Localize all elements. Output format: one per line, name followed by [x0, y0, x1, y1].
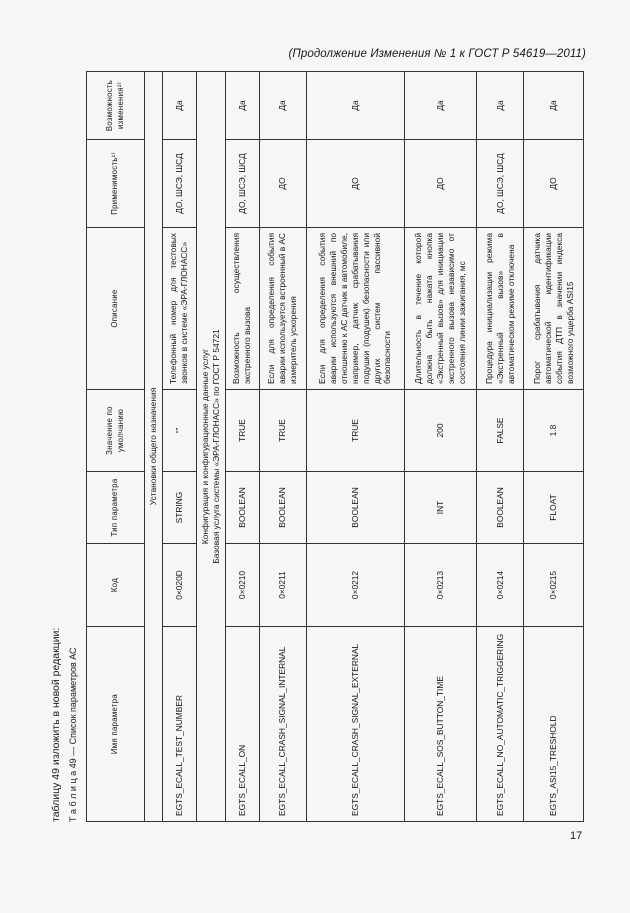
cell-applicability: ДО — [306, 140, 404, 228]
section-services-line1: Конфигурация и конфигурационные данные услуг — [199, 348, 210, 545]
header-applicability: Применимость¹⁾ — [87, 140, 145, 228]
cell-applicability: ДО — [259, 140, 306, 228]
cell-description: Если для определения события аварии используется встроенный в АС измеритель ускорения — [259, 228, 306, 390]
cell-name: EGTS_ECALL_ON — [225, 627, 259, 822]
cell-default: TRUE — [306, 390, 404, 472]
table-row — [259, 72, 306, 822]
cell-code: 0×0211 — [259, 544, 306, 627]
table-header-row — [87, 72, 145, 822]
cell-name: EGTS_ECALL_TEST_NUMBER — [162, 627, 196, 822]
table-row — [306, 72, 404, 822]
section-services-label — [196, 72, 225, 822]
cell-applicability: ДО, ШСЭ, ШСД — [477, 140, 524, 228]
header-name: Имя параметра — [87, 627, 145, 822]
cell-changeable: Да — [306, 72, 404, 140]
cell-description: Возможность осуществления экстренного вызова — [225, 228, 259, 390]
cell-code: 0×0213 — [404, 544, 477, 627]
header-code: Код — [87, 544, 145, 627]
caption-intro: таблицу 49 изложить в новой редакции: — [50, 627, 62, 822]
cell-name: EGTS_ECALL_NO_AUTOMATIC_TRIGGERING — [477, 627, 524, 822]
section-general-label: Установки общего назначения — [145, 72, 163, 822]
cell-default: TRUE — [225, 390, 259, 472]
cell-default: TRUE — [259, 390, 306, 472]
header-type: Тип параметра — [87, 472, 145, 544]
parameters-table — [86, 71, 584, 822]
cell-changeable: Да — [162, 72, 196, 140]
table-row — [225, 72, 259, 822]
cell-applicability: ДО, ШСЭ, ШСД — [225, 140, 259, 228]
cell-code: 0×0214 — [477, 544, 524, 627]
cell-code: 0×020D — [162, 544, 196, 627]
cell-name: EGTS_ASI15_TRESHOLD — [524, 627, 584, 822]
section-row-services — [196, 72, 225, 822]
cell-description: Процедура инициализации режима «Экстренный вызов» в автоматическом режиме отключена — [477, 228, 524, 390]
cell-changeable: Да — [225, 72, 259, 140]
cell-description: Длительность в течение которой должна быть нажата кнопка «Экстренный вызов» для инициации экстренного вызова независимо от состояния линии зажигания, мс — [404, 228, 477, 390]
header-default: Значение по умолчанию — [87, 390, 145, 472]
cell-name: EGTS_ECALL_CRASH_SIGNAL_EXTERNAL — [306, 627, 404, 822]
cell-type: INT — [404, 472, 477, 544]
table-row — [477, 72, 524, 822]
cell-applicability: ДО — [404, 140, 477, 228]
cell-changeable: Да — [477, 72, 524, 140]
section-row-general — [145, 72, 163, 822]
cell-applicability: ДО, ШСЭ, ШСД — [162, 140, 196, 228]
page-number: 17 — [570, 830, 583, 842]
header-description: Описание — [87, 228, 145, 390]
cell-type: FLOAT — [524, 472, 584, 544]
cell-default: 200 — [404, 390, 477, 472]
cell-description: Если для определения события аварии используются внешний по отношению к АС датчик в автомобиле, например, датчик срабатывания подушки (подушек) безопасности или других систем пассивной безопасности — [306, 228, 404, 390]
running-head: (Продолжение Изменения № 1 к ГОСТ Р 54619—2011) — [288, 48, 586, 60]
cell-name: EGTS_ECALL_CRASH_SIGNAL_INTERNAL — [259, 627, 306, 822]
header-changeable: Возможность изменения²⁾ — [87, 72, 145, 140]
cell-default: FALSE — [477, 390, 524, 472]
cell-name: EGTS_ECALL_SOS_BUTTON_TIME — [404, 627, 477, 822]
cell-type: BOOLEAN — [477, 472, 524, 544]
table-row — [404, 72, 477, 822]
cell-type: BOOLEAN — [225, 472, 259, 544]
table-row — [524, 72, 584, 822]
table-caption — [50, 72, 84, 822]
cell-code: 0×0210 — [225, 544, 259, 627]
cell-changeable: Да — [259, 72, 306, 140]
cell-applicability: ДО — [524, 140, 584, 228]
cell-type: STRING — [162, 472, 196, 544]
section-services-line2: Базовая услуга системы «ЭРА-ГЛОНАСС» по ГОСТ Р 54721 — [210, 329, 221, 564]
cell-type: BOOLEAN — [306, 472, 404, 544]
caption-title: Т а б л и ц а 49 — Список параметров АС — [68, 647, 78, 822]
cell-changeable: Да — [404, 72, 477, 140]
cell-code: 0×0212 — [306, 544, 404, 627]
cell-default: “” — [162, 390, 196, 472]
cell-default: 1.8 — [524, 390, 584, 472]
table-row — [162, 72, 196, 822]
cell-description: Телефонный номер для тестовых звонков в системе «ЭРА-ГЛОНАСС» — [162, 228, 196, 390]
rotated-table-block — [50, 72, 590, 822]
cell-changeable: Да — [524, 72, 584, 140]
cell-code: 0×0215 — [524, 544, 584, 627]
cell-type: BOOLEAN — [259, 472, 306, 544]
cell-description: Порог срабатывания датчика автоматической идентификации события ДТП в значении индекса возможного ущерба ASI15 — [524, 228, 584, 390]
